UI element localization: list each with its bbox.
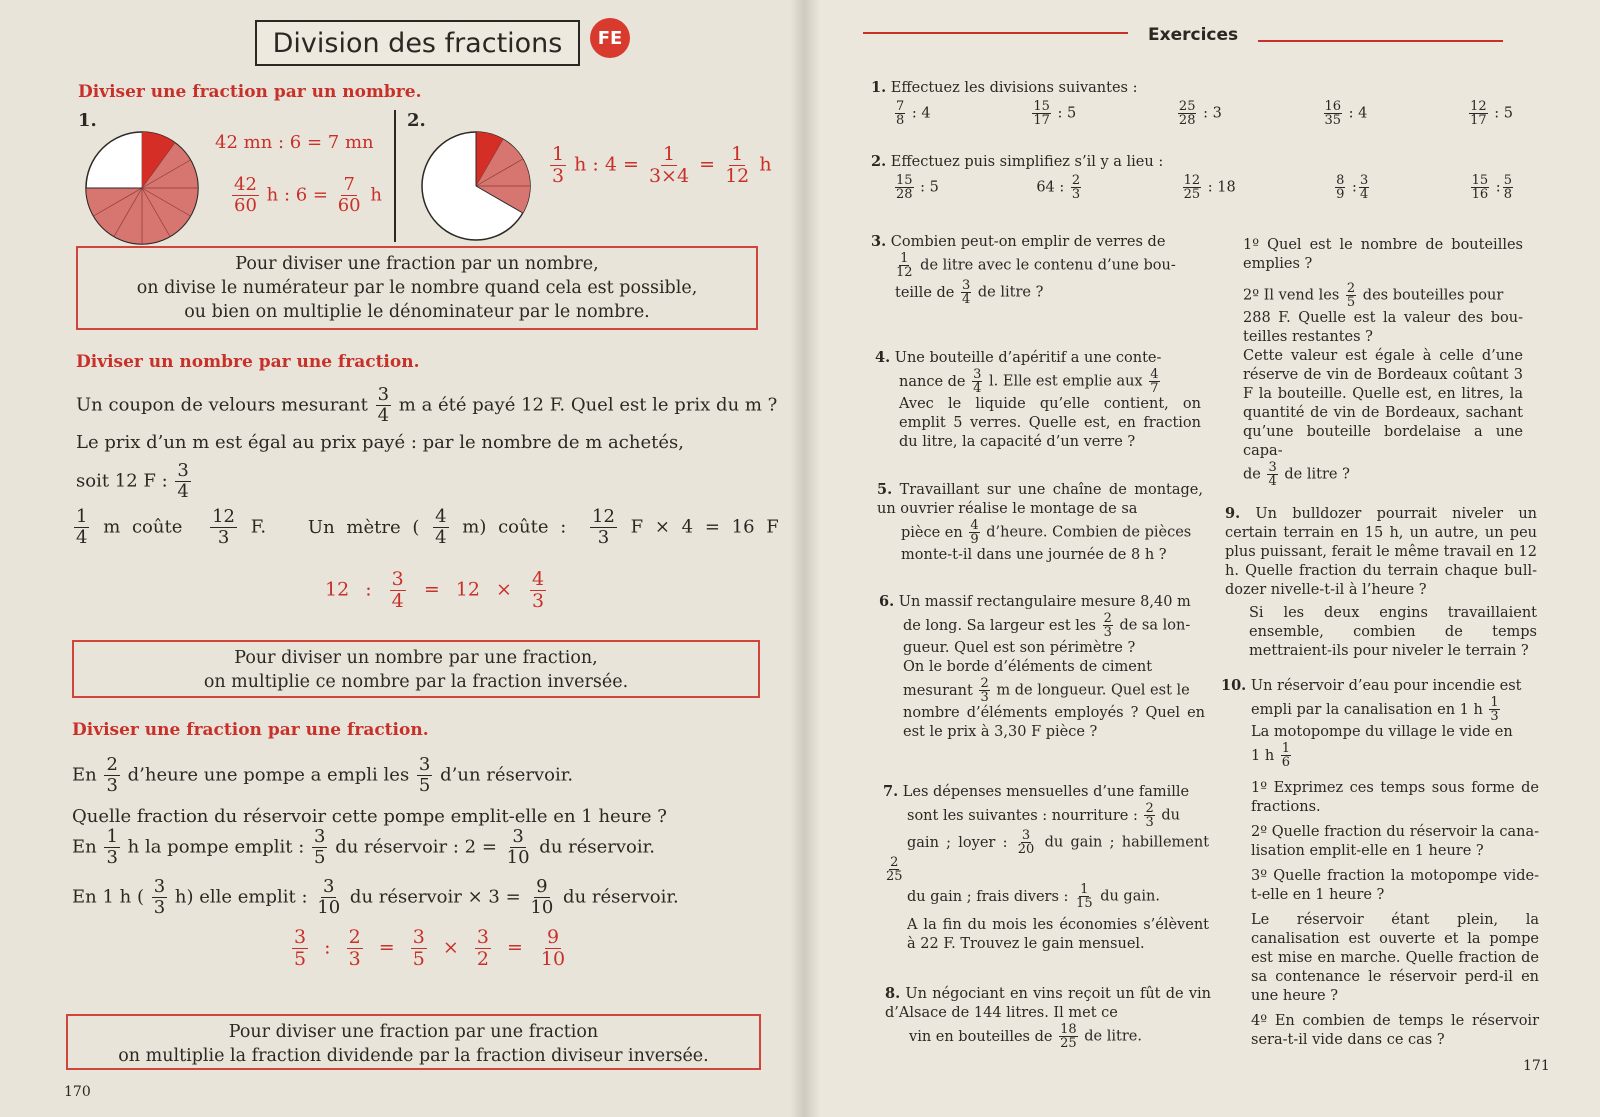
fraction: $\frac{16}{35}$ xyxy=(1324,99,1342,128)
fraction: $\frac{3}{3}$ xyxy=(153,876,166,918)
rule-box-3: Pour diviser une fraction par une fraction on multiplie la fraction dividende par la fraction diviseur inversée. xyxy=(66,1014,761,1070)
fraction: $\frac{3}{5}$ xyxy=(314,826,326,868)
pie-chart-sixty xyxy=(82,128,202,248)
division-item xyxy=(1467,100,1513,127)
paragraph-coupon-question: Un coupon de velours mesurant $\frac{3}{4}$ m a été payé 12 F. Quel est le prix du m ? xyxy=(76,384,778,426)
example-2-number: 2. xyxy=(407,110,426,131)
paragraph-coupon-calc: $\frac{1}{4}$ m coûte $\frac{12}{3}$ F. Un mètre ( $\frac{4}{4}$ m) coûte : $\frac{12}{3}$ F × 4 = 16 F xyxy=(76,506,779,548)
fraction: $\frac{3}{2}$ xyxy=(476,926,489,970)
exercise-5: 5. Travaillant sur une chaîne de montage, un ouvrier réalise le montage de sa pièce en $\frac{4}{9}$ d’heure. Combien de pièces monte-t-il dans une journée de 8 h ? xyxy=(877,481,1204,563)
paragraph-coupon-price: Le prix d’un m est égal au prix payé : par le nombre de m achetés, xyxy=(76,432,684,453)
paragraph-pump-question: Quelle fraction du réservoir cette pompe emplit-elle en 1 heure ? xyxy=(72,806,667,827)
fraction: $\frac{12}{25}$ xyxy=(1183,173,1201,202)
fraction: $\frac{9}{10}$ xyxy=(540,926,566,970)
fraction: $\frac{1}{15}$ xyxy=(1076,882,1093,911)
exercise-2: 2. Effectuez puis simplifiez s’il y a lieu : xyxy=(871,153,1164,170)
exercise-9: 9. Un bulldozer pourrait niveler un certain terrain en 15 h, un autre, un peu plus puissant, ferait le même travail en 12 h. Quelle fraction du terrain chaque bull-dozer nivelle-t-il à l’heure ? Si les deux engins travaillaient ensemble, combien de temps mettraient-ils pour niveler le terrain ? xyxy=(1225,505,1538,659)
exercise-2-items xyxy=(893,174,1515,201)
fraction: $\frac{1}{3\times 4}$ xyxy=(648,143,690,187)
item-text: : xyxy=(1491,179,1501,196)
fraction: $\frac{3}{4}$ xyxy=(973,367,982,396)
exercise-7: 7. Les dépenses mensuelles d’une famille sont les suivantes : nourriture : $\frac{2}{3}$ du gain ; loyer : $\frac{3}{20}$ du gain ; habillement $\frac{2}{25}$ du gain ; frais divers : $\frac{1}{15}$ du gain. A la fin du mois les économies s’élèvent à 22 F. Trouvez le gain mensuel. xyxy=(883,783,1210,952)
section-heading-1: Diviser une fraction par un nombre. xyxy=(78,82,422,102)
division-item xyxy=(893,100,931,127)
item-text: : 5 xyxy=(915,179,939,196)
fraction: $\frac{1}{12}$ xyxy=(896,251,913,280)
fraction: $\frac{2}{3}$ xyxy=(348,926,361,970)
fraction: $\frac{3}{4}$ xyxy=(177,460,189,502)
item-text: 64 : xyxy=(1036,179,1069,196)
rule-box-1: Pour diviser une fraction par un nombre, on divise le numérateur par le nombre quand cela est possible, ou bien on multiplie le dénominateur par le nombre. xyxy=(76,246,758,330)
fraction: $\frac{3}{10}$ xyxy=(317,876,341,918)
section-heading-3: Diviser une fraction par une fraction. xyxy=(72,720,429,740)
fraction: $\frac{18}{25}$ xyxy=(1060,1022,1077,1051)
exercise-6: 6. Un massif rectangulaire mesure 8,40 m de long. Sa largeur est les $\frac{2}{3}$ de sa lon- gueur. Quel est son périmètre ? On le borde d’éléments de ciment mesurant $\frac{2}{3}$ m de longueur. Quel est le nombre d’éléments employés ? Quel en est le prix à 3,30 F pièce ? xyxy=(879,593,1205,740)
fraction: $\frac{9}{10}$ xyxy=(530,876,554,918)
example-1-line-1: 42 mn : 6 = 7 mn xyxy=(215,132,374,153)
item-text: : 5 xyxy=(1489,105,1513,122)
book-gutter xyxy=(790,0,820,1117)
paragraph-pump-intro: En $\frac{2}{3}$ d’heure une pompe a empli les $\frac{3}{5}$ d’un réservoir. xyxy=(72,754,574,796)
fraction: $\frac{3}{10}$ xyxy=(506,826,530,868)
fraction: $\frac{3}{4}$ xyxy=(391,568,404,612)
exercise-3: 3. Combien peut-on emplir de verres de $\frac{1}{12}$ de litre avec le contenu d’une bou- teille de $\frac{3}{4}$ de litre ? xyxy=(871,233,1176,307)
page-number-left: 170 xyxy=(64,1084,91,1100)
fraction: $\frac{4}{4}$ xyxy=(435,506,447,548)
fraction: $\frac{3}{20}$ xyxy=(1017,828,1035,857)
fraction: $\frac{1}{3}$ xyxy=(106,826,118,868)
pump-red-equation: $\frac{3}{5}$ : $\frac{2}{3}$ = $\frac{3}{5}$ × $\frac{3}{2}$ = $\frac{9}{10}$ xyxy=(294,926,566,970)
fraction: $\frac{12}{3}$ xyxy=(212,506,236,548)
section-heading-2: Diviser un nombre par une fraction. xyxy=(76,352,420,372)
exercise-1: 1. Effectuez les divisions suivantes : xyxy=(871,79,1138,96)
fraction: $\frac{3}{4}$ xyxy=(1268,460,1277,489)
item-text: : 4 xyxy=(907,105,931,122)
fraction: $\frac{3}{5}$ xyxy=(412,926,425,970)
fraction: $\frac{1}{3}$ xyxy=(552,143,565,187)
example-2-equation: $\frac{1}{3}$ h : 4 = $\frac{1}{3\times 4}$ = $\frac{1}{12}$ h xyxy=(552,143,772,187)
example-1-line-2: $\frac{42}{60}$ h : 6 = $\frac{7}{60}$ h xyxy=(234,174,382,216)
division-item xyxy=(1181,174,1236,201)
item-text: : 3 xyxy=(1198,105,1222,122)
fraction: $\frac{3}{5}$ xyxy=(294,926,307,970)
fraction: $\frac{15}{28}$ xyxy=(896,173,913,202)
division-item xyxy=(1030,100,1076,127)
fraction: $\frac{2}{3}$ xyxy=(106,754,118,796)
pie-chart-twelfths xyxy=(418,128,534,244)
exercise-10: 10. Un réservoir d’eau pour incendie est empli par la canalisation en 1 h $\frac{1}{3}$ La motopompe du village le vide en 1 h $\frac{1}{6}$ 1º Exprimez ces temps sous forme de fractions. 2º Quelle fraction du réservoir la cana-lisation emplit-elle en 1 heure ? 3º Quelle fraction la motopompe vide-t-elle en 1 heure ? Le réservoir étant plein, la canalisation est ouverte et la pompe est mise en marche. Quelle fraction de sa contenance le réservoir perd-il en une heure ? 4º En combien de temps le réservoir sera-t-il vide dans ce cas ? xyxy=(1221,677,1539,1048)
fraction: $\frac{12}{3}$ xyxy=(592,506,615,548)
example-divider xyxy=(394,110,396,242)
division-item xyxy=(1322,100,1368,127)
fraction: $\frac{42}{60}$ xyxy=(234,174,257,216)
division-item xyxy=(893,174,939,201)
fraction: $\frac{2}{3}$ xyxy=(1103,611,1112,640)
paragraph-pump-third: En $\frac{1}{3}$ h la pompe emplit : $\frac{3}{5}$ du réservoir : 2 = $\frac{3}{10}$ du réservoir. xyxy=(72,826,655,868)
exercise-3-continued: 1º Quel est le nombre de bouteilles emplies ? 2º Il vend les $\frac{2}{5}$ des bouteilles pour 288 F. Quelle est la valeur des bou-teilles restantes ? Cette valeur est égale à celle d’une réserve de vin de Bordeaux coûtant 3 F la bouteille. Quelle est, en litres, la quantité de vin de Bordeaux, sachant qu’une bouteille bordelaise a une capa- de $\frac{3}{4}$ de litre ? xyxy=(1243,237,1523,489)
fraction: $\frac{4}{7}$ xyxy=(1150,367,1159,396)
division-item xyxy=(1176,100,1222,127)
division-item xyxy=(1333,174,1371,201)
header-rule-left xyxy=(863,32,1128,34)
fraction: $\frac{15}{16}$ xyxy=(1471,173,1489,202)
fraction: $\frac{3}{4}$ xyxy=(961,278,971,307)
fraction: $\frac{4}{3}$ xyxy=(531,568,545,612)
division-item xyxy=(1036,174,1083,201)
fraction: $\frac{5}{8}$ xyxy=(1503,173,1512,202)
item-text: : 18 xyxy=(1203,179,1236,196)
right-page xyxy=(805,0,1600,1117)
fraction: $\frac{25}{28}$ xyxy=(1178,99,1196,128)
fraction: $\frac{2}{25}$ xyxy=(886,855,903,884)
rule-box-2: Pour diviser un nombre par une fraction, on multiplie ce nombre par la fraction inversée. xyxy=(72,640,760,698)
paragraph-coupon-soit: soit 12 F : $\frac{3}{4}$ xyxy=(76,460,189,502)
fraction: $\frac{7}{60}$ xyxy=(337,174,361,216)
fraction: $\frac{1}{12}$ xyxy=(725,143,750,187)
fraction: $\frac{3}{4}$ xyxy=(1359,173,1369,202)
exercise-4: 4. Une bouteille d’apéritif a une conte- nance de $\frac{3}{4}$ l. Elle est emplie aux $\frac{4}{7}$ Avec le liquide qu’elle contient, on emplit 5 verres. Quelle est, en fraction du litre, la capacité d’un verre ? xyxy=(875,349,1201,450)
paragraph-pump-hour: En 1 h ( $\frac{3}{3}$ h) elle emplit : $\frac{3}{10}$ du réservoir × 3 = $\frac{9}{10}$ du réservoir. xyxy=(72,876,679,918)
item-text: : 4 xyxy=(1344,105,1368,122)
example-1-number: 1. xyxy=(78,110,97,131)
fraction: $\frac{1}{6}$ xyxy=(1281,741,1291,770)
fraction: $\frac{4}{9}$ xyxy=(970,518,979,547)
fraction: $\frac{3}{4}$ xyxy=(377,384,390,426)
fraction: $\frac{8}{9}$ xyxy=(1336,173,1345,202)
item-text: : 5 xyxy=(1052,105,1077,122)
fraction: $\frac{2}{3}$ xyxy=(1145,801,1154,830)
header-rule-right xyxy=(1258,40,1503,42)
item-text: : xyxy=(1347,179,1357,196)
fraction: $\frac{7}{8}$ xyxy=(896,99,905,128)
exercises-header: Exercices xyxy=(1148,25,1239,45)
fraction: $\frac{15}{17}$ xyxy=(1033,99,1050,128)
fraction: $\frac{2}{5}$ xyxy=(1346,281,1356,310)
fraction: $\frac{2}{3}$ xyxy=(980,676,989,705)
fraction: $\frac{1}{3}$ xyxy=(1490,695,1499,724)
fraction: $\frac{1}{4}$ xyxy=(76,506,88,548)
fraction: $\frac{12}{17}$ xyxy=(1470,99,1487,128)
fraction: $\frac{2}{3}$ xyxy=(1071,173,1081,202)
fe-badge: FE xyxy=(590,18,630,58)
exercise-1-items xyxy=(893,100,1513,127)
division-item xyxy=(1469,174,1515,201)
fraction: $\frac{3}{5}$ xyxy=(418,754,431,796)
coupon-red-equation: 12 : $\frac{3}{4}$ = 12 × $\frac{4}{3}$ xyxy=(325,568,545,612)
page-number-right: 171 xyxy=(1523,1058,1550,1074)
exercise-8: 8. Un négociant en vins reçoit un fût de vin d’Alsace de 144 litres. Il met ce vin en bouteilles de $\frac{18}{25}$ de litre. xyxy=(885,985,1212,1051)
page-title: Division des fractions xyxy=(255,20,580,66)
